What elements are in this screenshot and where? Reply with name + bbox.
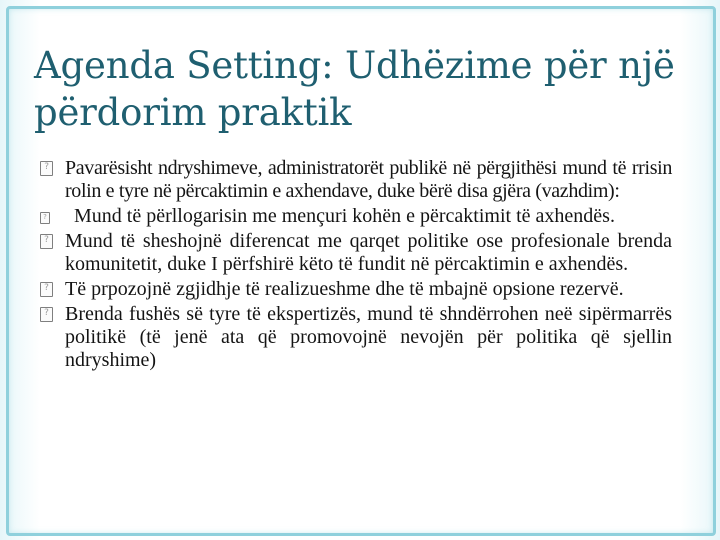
- missing-glyph-box-icon: [40, 212, 50, 224]
- missing-glyph-box-icon: [40, 234, 53, 249]
- bullet-text: Të prpozojnë zgjidhje të realizueshme dhe të mbajnë opsione rezervë.: [65, 278, 624, 300]
- bullet-item: [40, 205, 672, 228]
- bullet-item: [40, 303, 672, 372]
- bullet-text: Pavarësisht ndryshimeve, administratorët publikë në përgjithësi mund të rrisin rolin e tyre në përcaktimin e axhendave, duke bërë disa gjëra (vazhdim):: [65, 157, 672, 202]
- bullet-item: [40, 157, 672, 203]
- bullet-list: [40, 157, 672, 372]
- missing-glyph-box-icon: [40, 307, 53, 322]
- bullet-text: Brenda fushës së tyre të ekspertizës, mund të shndërrohen neë sipërmarrës politikë (të jenë ata që promovojnë nevojën për politika që sjellin ndryshime): [65, 303, 672, 371]
- bullet-item: [40, 278, 672, 301]
- bullet-item: [40, 230, 672, 276]
- slide-title: Agenda Setting: Udhëzime për një përdorim praktik: [34, 44, 675, 134]
- missing-glyph-box-icon: [40, 161, 53, 176]
- bullet-text: Mund të përllogarisin me mençuri kohën e përcaktimit të axhendës.: [74, 205, 615, 227]
- missing-glyph-box-icon: [40, 282, 53, 297]
- bullet-text: Mund të sheshojnë diferencat me qarqet politike ose profesionale brenda komunitetit, duke I përfshirë këto të fundit në përcaktimin e axhendës.: [65, 230, 672, 275]
